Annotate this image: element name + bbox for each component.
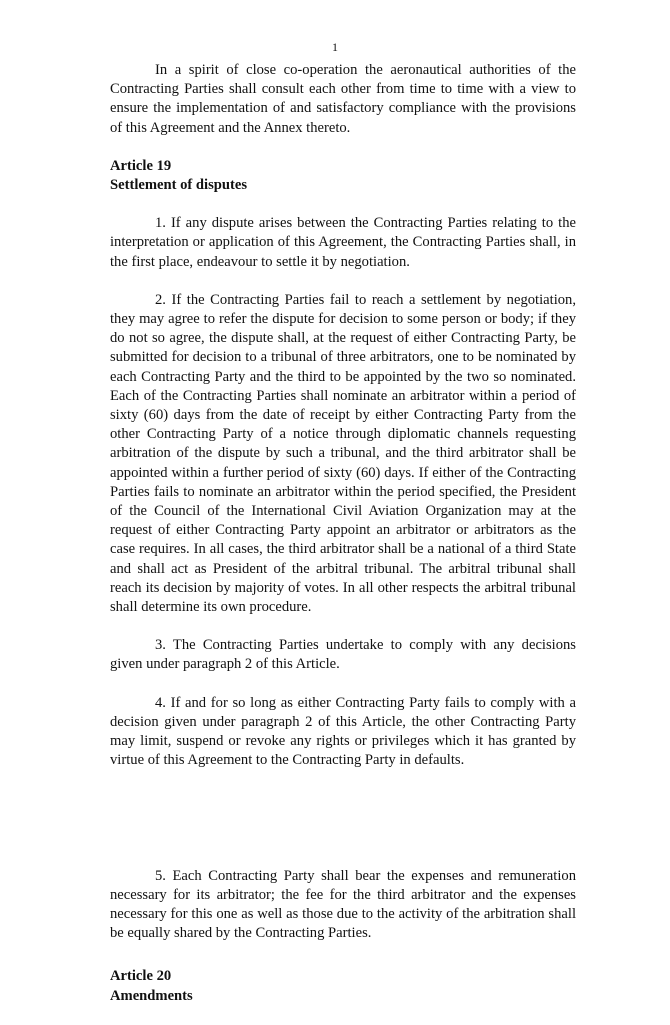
article-20-number: Article 20 [110,968,172,985]
article-19-paragraph-4: 4. If and for so long as either Contracting Party fails to comply with a decision given under paragraph 2 of this Article, the other Contracting Party may limit, suspend or revoke any rights or privileges which it has granted by virtue of this Agreement to the Contracting Party in defaults. [110,694,576,769]
blank-space [110,790,576,867]
article-20-title: Amendments [110,987,193,1004]
article-19-heading [110,157,576,195]
page-number: 1 [332,40,338,54]
article-19-paragraph-1: 1. If any dispute arises between the Contracting Parties relating to the interpretation or application of this Agreement, the Contracting Parties shall, in the first place, endeavour to settle it by negotiation. [110,215,576,270]
article-19-paragraph-3: 3. The Contracting Parties undertake to comply with any decisions given under paragraph 2 of this Article. [110,637,576,673]
intro-paragraph: In a spirit of close co-operation the aeronautical authorities of the Contracting Parties shall consult each other from time to time with a view to ensure the implementation of and satisfactory compliance with the provisions of this Agreement and the Annex thereto. [110,62,576,136]
document-body [110,61,576,1025]
article-19-title: Settlement of disputes [110,177,248,194]
article-19-paragraph-2: 2. If the Contracting Parties fail to reach a settlement by negotiation, they may agree to refer the dispute for decision to some person or body; if they do not so agree, the dispute shall, at the request of either Contracting Party, be submitted for decision to a tribunal of three arbitrators, one to be nominated by each Contracting Party and the third to be appointed by the two so nominated. Each of the Contracting Parties shall nominate an arbitrator within a period of sixty (60) days from the date of receipt by either Contracting Party from the other Contracting Party of a notice through diplomatic channels requesting arbitration of the dispute by such a tribunal, and the third arbitrator shall be appointed within a further period of sixty (60) days. If either of the Contracting Parties fails to nominate an arbitrator within the period specified, the President of the Council of the International Civil Aviation Organization may at the request of either Contracting Party appoint an arbitrator or arbitrators as the case requires. In all cases, the third arbitrator shall be a national of a third State and shall act as President of the arbitral tribunal. The arbitral tribunal shall reach its decision by majority of votes. In all other respects the arbitral tribunal shall determine its own procedure. [110,291,576,616]
article-19-paragraph-5: 5. Each Contracting Party shall bear the expenses and remuneration necessary for its arbitrator; the fee for the third arbitrator and the expenses necessary for this one as well as those due to the activity of the arbitration shall be equally shared by the Contracting Parties. [110,867,576,942]
article-19-number: Article 19 [110,157,172,174]
article-20-heading [110,967,576,1005]
